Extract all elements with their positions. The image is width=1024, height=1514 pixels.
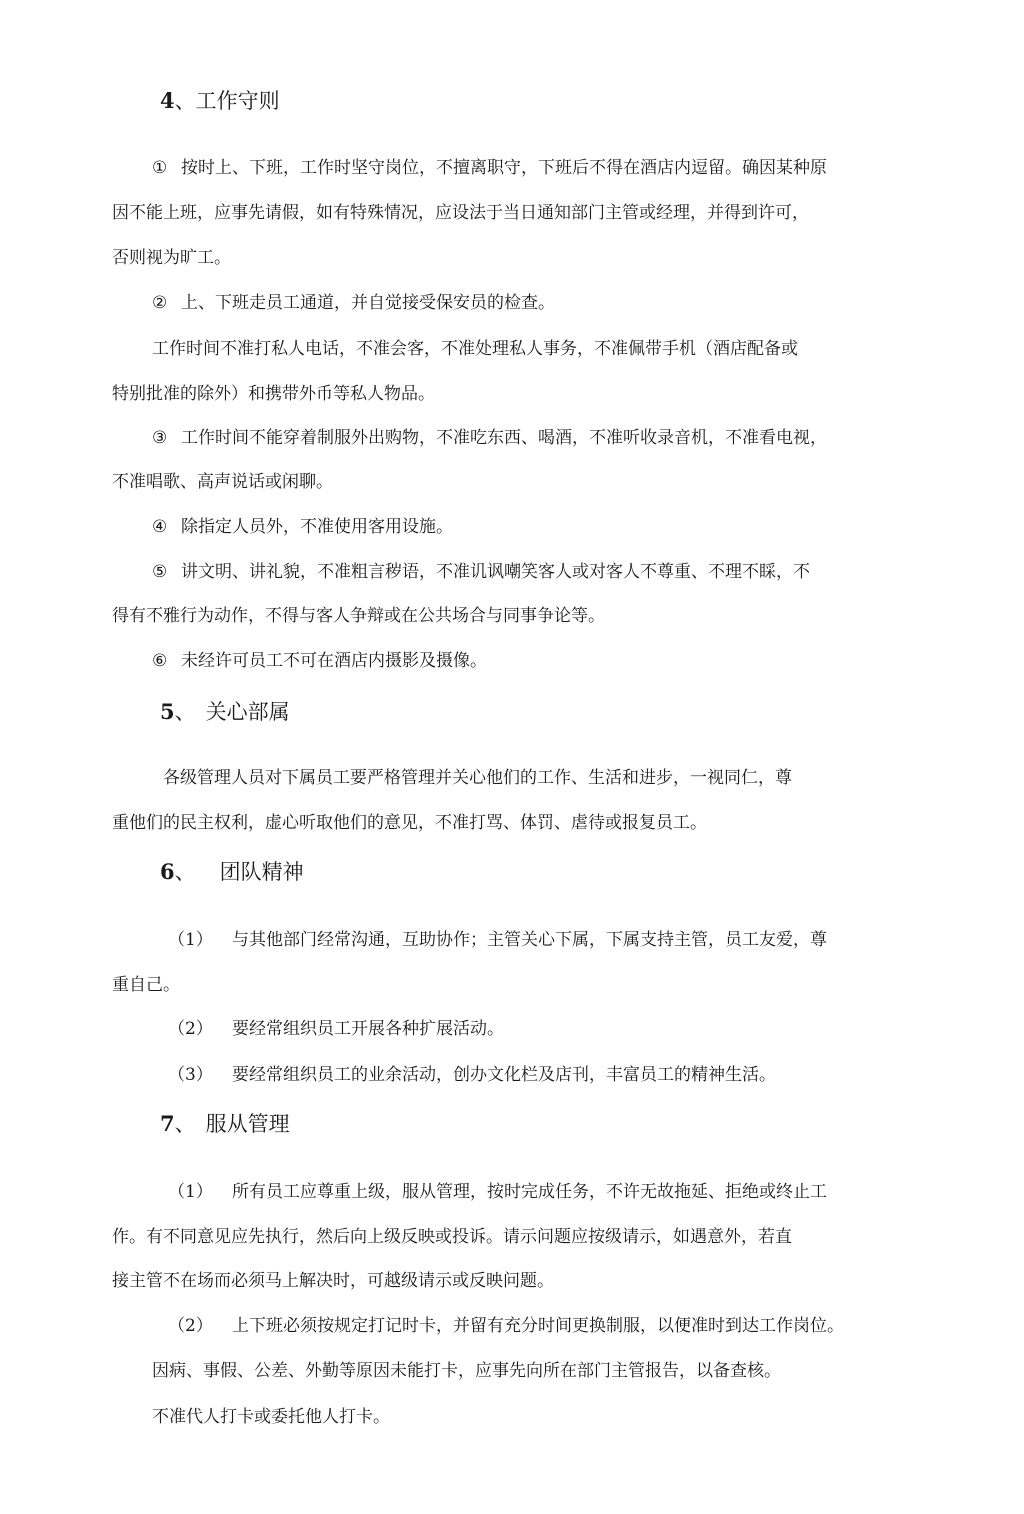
- paragraph-line: [168, 929, 827, 951]
- item-text: 要经常组织员工开展各种扩展活动。: [232, 1019, 504, 1039]
- item-text: 讲文明、讲礼貌，不准粗言秽语，不准讥讽嘲笑客人或对客人不尊重、不理不睬，不: [181, 562, 810, 582]
- section-number: 7: [160, 1111, 175, 1136]
- item-text: 未经许可员工不可在酒店内摄影及摄像。: [181, 651, 487, 671]
- section-number: 6: [160, 859, 175, 884]
- item-text: 上、下班走员工通道，并自觉接受保安员的检查。: [181, 293, 555, 313]
- paragraph-line: [168, 1181, 827, 1203]
- paragraph-line: [168, 1018, 504, 1040]
- item-marker: ②: [152, 293, 168, 313]
- paragraph-line: [152, 157, 827, 179]
- section-number: 4: [160, 88, 175, 113]
- paragraph-line: [152, 427, 827, 449]
- section-separator: 、: [174, 860, 196, 884]
- paragraph-line: [168, 1315, 844, 1337]
- paragraph-line: 作。有不同意见应先执行，然后向上级反映或投诉。请示问题应按级请示，如遇意外，若直: [112, 1227, 792, 1247]
- paragraph-line: 否则视为旷工。: [112, 248, 231, 268]
- paragraph-line: [168, 1064, 776, 1086]
- item-marker: ⑥: [152, 651, 168, 671]
- paragraph-line: 特别批准的除外）和携带外币等私人物品。: [112, 384, 435, 404]
- paragraph-line: 因不能上班，应事先请假，如有特殊情况，应设法于当日通知部门主管或经理，并得到许可，: [112, 203, 809, 223]
- paragraph-line: 接主管不在场而必须马上解决时，可越级请示或反映问题。: [112, 1271, 554, 1291]
- item-marker: （2）: [168, 1019, 213, 1039]
- item-marker: ①: [152, 158, 168, 178]
- item-marker: ④: [152, 517, 168, 537]
- item-marker: （1）: [168, 930, 213, 950]
- paragraph-line: 因病、事假、公差、外勤等原因未能打卡，应事先向所在部门主管报告，以备查核。: [152, 1361, 781, 1381]
- paragraph-line: 不准唱歌、高声说话或闲聊。: [112, 472, 333, 492]
- section-7-heading: [160, 1111, 290, 1137]
- paragraph-line: 工作时间不准打私人电话，不准会客，不准处理私人事务，不准佩带手机（酒店配备或: [152, 339, 798, 359]
- section-number: 5: [160, 699, 175, 724]
- item-text: 除指定人员外，不准使用客用设施。: [181, 517, 453, 537]
- paragraph-line: 得有不雅行为动作，不得与客人争辩或在公共场合与同事争论等。: [112, 606, 605, 626]
- paragraph-line: 重他们的民主权利，虚心听取他们的意见，不准打骂、体罚、虐待或报复员工。: [112, 813, 707, 833]
- paragraph-line: 重自己。: [112, 975, 180, 995]
- paragraph-line: 不准代人打卡或委托他人打卡。: [152, 1407, 390, 1427]
- paragraph-line: [152, 650, 487, 672]
- item-text: 按时上、下班，工作时坚守岗位，不擅离职守，下班后不得在酒店内逗留。确因某种原: [181, 158, 827, 178]
- item-text: 与其他部门经常沟通，互助协作；主管关心下属，下属支持主管，员工友爱，尊: [232, 930, 827, 950]
- item-marker: （3）: [168, 1065, 213, 1085]
- item-text: 所有员工应尊重上级，服从管理，按时完成任务，不许无故拖延、拒绝或终止工: [232, 1182, 827, 1202]
- paragraph-line: [152, 516, 453, 538]
- item-marker: （1）: [168, 1182, 213, 1202]
- paragraph-line: 各级管理人员对下属员工要严格管理并关心他们的工作、生活和进步，一视同仁，尊: [163, 768, 792, 788]
- section-4-heading: [160, 88, 280, 114]
- section-separator: 、: [174, 700, 196, 724]
- section-title: 工作守则: [195, 89, 280, 113]
- item-marker: （2）: [168, 1316, 213, 1336]
- section-5-heading: [160, 699, 290, 725]
- section-title: 团队精神: [219, 860, 304, 884]
- section-6-heading: [160, 859, 304, 885]
- item-marker: ⑤: [152, 562, 168, 582]
- section-separator: 、: [174, 1112, 196, 1136]
- section-title: 服从管理: [205, 1112, 290, 1136]
- section-title: 关心部属: [205, 700, 290, 724]
- paragraph-line: [152, 561, 810, 583]
- paragraph-line: [152, 292, 555, 314]
- item-text: 工作时间不能穿着制服外出购物，不准吃东西、喝酒，不准听收录音机，不准看电视，: [181, 428, 827, 448]
- item-marker: ③: [152, 428, 168, 448]
- item-text: 上下班必须按规定打记时卡，并留有充分时间更换制服，以便准时到达工作岗位。: [232, 1316, 844, 1336]
- section-separator: 、: [174, 89, 196, 113]
- item-text: 要经常组织员工的业余活动，创办文化栏及店刊，丰富员工的精神生活。: [232, 1065, 776, 1085]
